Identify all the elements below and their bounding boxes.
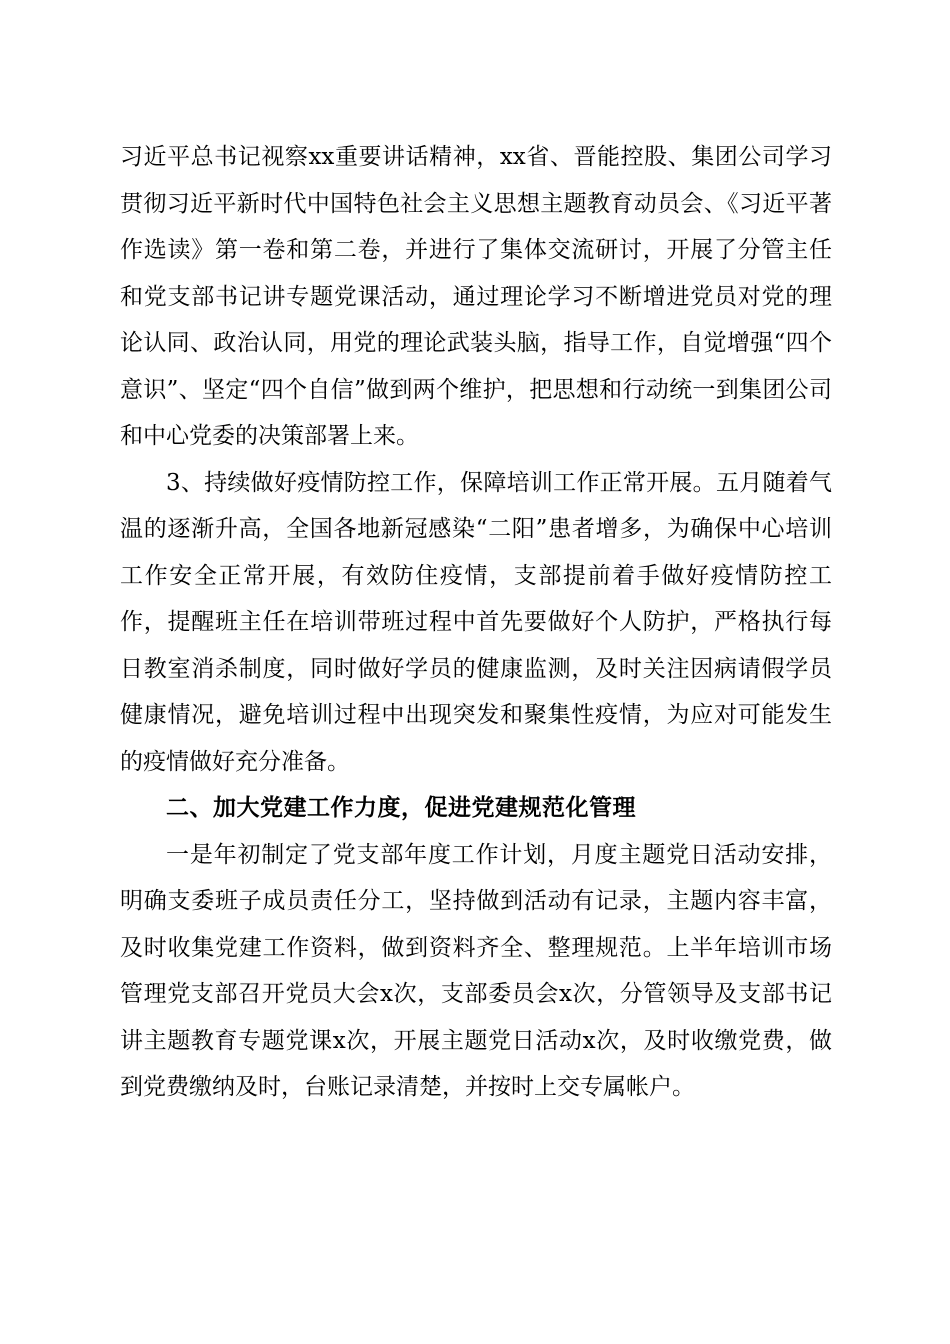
section-heading: 二、加大党建工作力度，促进党建规范化管理	[166, 795, 636, 821]
paragraph-party-building: 一是年初制定了党支部年度工作计划，月度主题党日活动安排，明确支委班子成员责任分工，坚持做到活动有记录，主题内容丰富，及时收集党建工作资料，做到资料齐全、整理规范。上半年培训市场管理党支部召开党员大会x次，支部委员会x次，分管领导及支部书记讲主题教育专题党课x次，开展主题党日活动x次，及时收缴党费，做到党费缴纳及时，台账记录清楚，并按时上交专属帐户。	[120, 841, 832, 1100]
paragraph-epidemic-control: 3、持续做好疫情防控工作，保障培训工作正常开展。五月随着气温的逐渐升高，全国各地新冠感染“二阳”患者增多，为确保中心培训工作安全正常开展，有效防住疫情，支部提前着手做好疫情防控工作，提醒班主任在培训带班过程中首先要做好个人防护，严格执行每日教室消杀制度，同时做好学员的健康监测，及时关注因病请假学员健康情况，避免培训过程中出现突发和聚集性疫情，为应对可能发生的疫情做好充分准备。	[120, 469, 832, 775]
document-page	[120, 134, 832, 1111]
paragraph-continued: 习近平总书记视察xx重要讲话精神，xx省、晋能控股、集团公司学习贯彻习近平新时代中国特色社会主义思想主题教育动员会、《习近平著作选读》第一卷和第二卷，并进行了集体交流研讨，开展了分管主任和党支部书记讲专题党课活动，通过理论学习不断增进党员对党的理论认同、政治认同，用党的理论武装头脑，指导工作，自觉增强“四个意识”、坚定“四个自信”做到两个维护，把思想和行动统一到集团公司和中心党委的决策部署上来。	[120, 144, 832, 449]
